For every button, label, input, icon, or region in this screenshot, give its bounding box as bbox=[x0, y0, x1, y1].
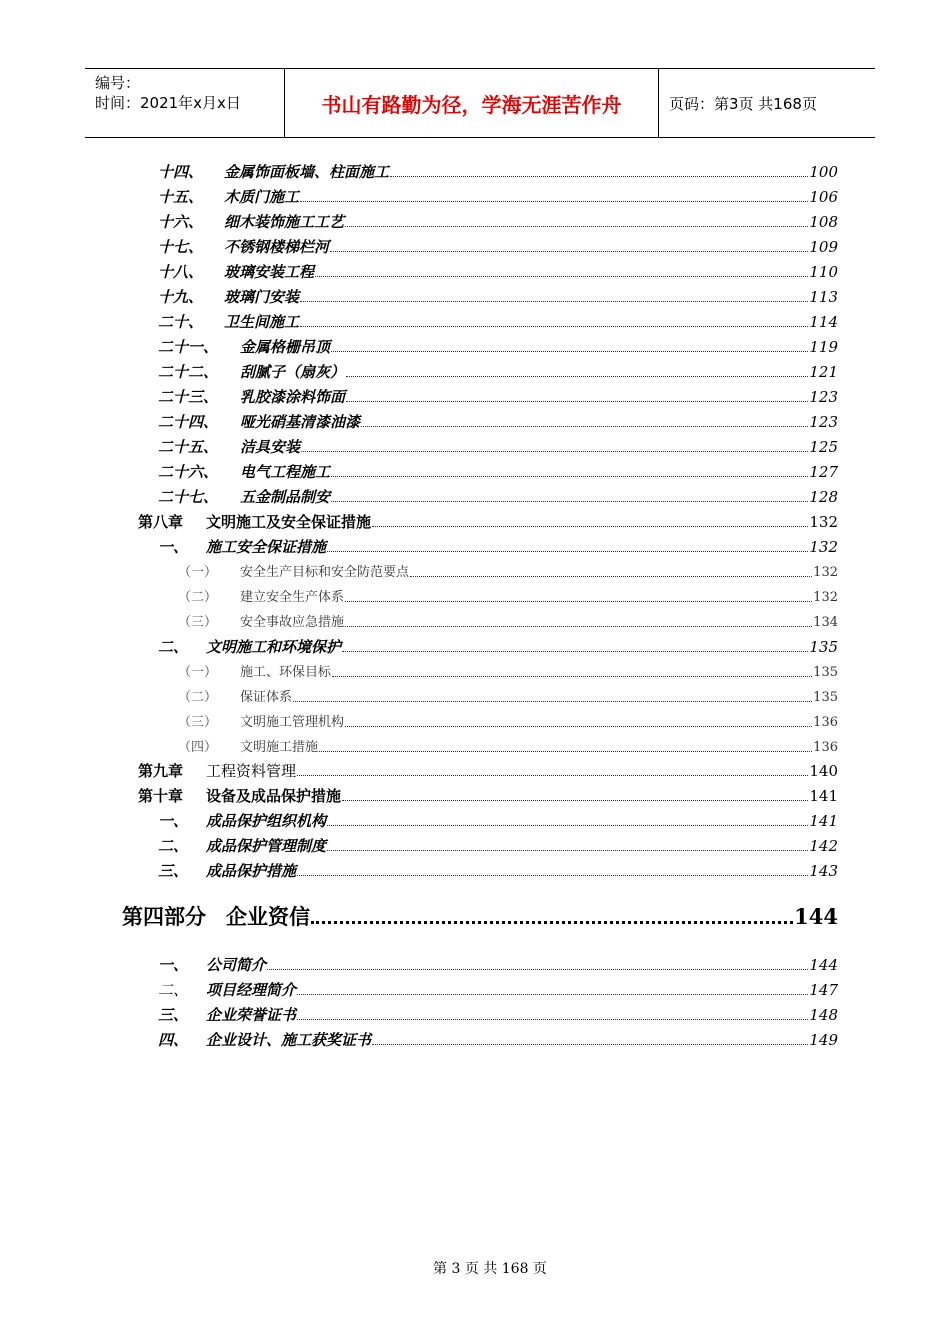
toc-chapter[interactable] bbox=[138, 785, 838, 809]
toc-leader-dots bbox=[410, 576, 812, 577]
toc-entry-page: 136 bbox=[813, 740, 838, 755]
toc-leader-dots bbox=[342, 651, 808, 652]
toc-chapter[interactable] bbox=[138, 511, 838, 535]
toc-leader-dots bbox=[327, 551, 808, 552]
toc-entry[interactable] bbox=[158, 161, 838, 185]
toc-entry-number: （四） bbox=[178, 740, 218, 755]
toc-subentry[interactable] bbox=[178, 561, 838, 585]
toc-entry-title: 工程资料管理 bbox=[206, 762, 297, 780]
toc-entry-page: 123 bbox=[809, 388, 838, 406]
toc-entry[interactable] bbox=[158, 261, 838, 285]
toc-leader-dots bbox=[331, 501, 808, 502]
toc-entry-number: 三、 bbox=[158, 1006, 189, 1024]
toc-entry-page: 109 bbox=[809, 238, 838, 256]
toc-entry-page: 144 bbox=[794, 904, 838, 929]
toc-entry-number: 二十一、 bbox=[158, 338, 219, 356]
toc-entry-title: 文明施工及安全保证措施 bbox=[206, 513, 372, 531]
code-label: 编号： bbox=[95, 74, 141, 92]
toc-entry-number: 三、 bbox=[158, 862, 189, 880]
toc-entry-page: 132 bbox=[813, 565, 838, 580]
toc-entry-number: （一） bbox=[178, 565, 218, 580]
toc-entry-title: 设备及成品保护措施 bbox=[206, 787, 342, 805]
toc-entry-number: 二十五、 bbox=[158, 438, 219, 456]
toc-entry-number: 十五、 bbox=[158, 188, 204, 206]
toc-entry-number: 一、 bbox=[158, 812, 189, 830]
toc-entry-page: 141 bbox=[809, 787, 838, 805]
toc-entry-number: （二） bbox=[178, 690, 218, 705]
toc-entry[interactable] bbox=[158, 186, 838, 210]
toc-leader-dots bbox=[300, 326, 808, 327]
toc-entry-title: 细木装饰施工工艺 bbox=[224, 213, 345, 231]
toc-entry-title: 不锈钢楼梯栏河 bbox=[224, 238, 330, 256]
toc-entry-number: 四、 bbox=[158, 1031, 189, 1049]
toc-entry-page: 135 bbox=[813, 690, 838, 705]
toc-entry-number: 第四部分 bbox=[122, 904, 206, 929]
toc-leader-dots bbox=[267, 969, 808, 970]
toc-entry-page: 127 bbox=[809, 463, 838, 481]
toc-entry-page: 123 bbox=[809, 413, 838, 431]
toc-entry-number: 十六、 bbox=[158, 213, 204, 231]
toc-entry[interactable] bbox=[158, 336, 838, 360]
toc-entry-title: 成品保护管理制度 bbox=[206, 837, 327, 855]
toc-entry-number: 二十三、 bbox=[158, 388, 219, 406]
toc-entry-number: 一、 bbox=[158, 956, 189, 974]
toc-leader-dots bbox=[346, 376, 808, 377]
toc-entry-number: （三） bbox=[178, 715, 218, 730]
toc-entry-title: 金属饰面板墙、柱面施工 bbox=[224, 163, 390, 181]
toc-entry[interactable] bbox=[158, 361, 838, 385]
toc-entry-title: 哑光硝基清漆油漆 bbox=[240, 413, 361, 431]
toc-entry[interactable] bbox=[158, 636, 838, 660]
toc-entry-page: 132 bbox=[813, 590, 838, 605]
toc-leader-dots bbox=[300, 201, 808, 202]
toc-entry-page: 144 bbox=[809, 956, 838, 974]
toc-entry-page: 110 bbox=[809, 263, 838, 281]
toc-leader-dots bbox=[346, 401, 808, 402]
toc-leader-dots bbox=[390, 176, 808, 177]
toc-leader-dots bbox=[345, 626, 812, 627]
toc-entry-number: 十四、 bbox=[158, 163, 204, 181]
toc-entry[interactable] bbox=[158, 835, 838, 859]
toc-entry-page: 114 bbox=[809, 313, 838, 331]
toc-leader-dots bbox=[345, 601, 812, 602]
page-footer: 第 3 页 共 168 页 bbox=[433, 1261, 547, 1277]
toc-entry-page: 142 bbox=[809, 837, 838, 855]
toc-entry[interactable] bbox=[158, 436, 838, 460]
toc-entry-title: 刮腻子（扇灰） bbox=[240, 363, 346, 381]
toc-entry-title: 保证体系 bbox=[240, 690, 293, 705]
toc-leader-dots bbox=[297, 875, 808, 876]
toc-leader-dots bbox=[332, 676, 812, 677]
toc-entry-title: 乳胶漆涂料饰面 bbox=[240, 388, 346, 406]
toc-leader-dots bbox=[297, 775, 808, 776]
toc-entry-title: 建立安全生产体系 bbox=[240, 590, 345, 605]
toc-entry-page: 141 bbox=[809, 812, 838, 830]
toc-leader-dots bbox=[297, 1019, 808, 1020]
toc-leader-dots bbox=[301, 451, 808, 452]
toc-subentry[interactable] bbox=[178, 736, 838, 760]
toc-entry-number: 一、 bbox=[158, 538, 189, 556]
toc-entry[interactable] bbox=[158, 1029, 838, 1053]
toc-entry-number: （三） bbox=[178, 615, 218, 630]
toc-entry-title: 施工、环保目标 bbox=[240, 665, 332, 680]
toc-leader-dots bbox=[331, 476, 808, 477]
toc-entry-number: 二、 bbox=[158, 981, 189, 999]
toc-entry[interactable] bbox=[158, 979, 838, 1003]
toc-entry-title: 卫生间施工 bbox=[224, 313, 300, 331]
header-motto: 书山有路勤为径，学海无涯苦作舟 bbox=[285, 69, 659, 137]
toc-entry-title: 企业资信 bbox=[226, 904, 310, 929]
toc-entry-number: （一） bbox=[178, 665, 218, 680]
toc-entry-title: 企业设计、施工获奖证书 bbox=[206, 1031, 372, 1049]
toc-entry[interactable] bbox=[158, 236, 838, 260]
toc-entry[interactable] bbox=[158, 311, 838, 335]
toc-leader-dots bbox=[345, 726, 812, 727]
toc-entry[interactable] bbox=[158, 536, 838, 560]
toc-entry-number: 十七、 bbox=[158, 238, 204, 256]
toc-leader-dots bbox=[315, 276, 808, 277]
toc-entry-page: 132 bbox=[809, 513, 838, 531]
toc-entry[interactable] bbox=[158, 411, 838, 435]
toc-leader-dots bbox=[311, 921, 793, 924]
toc-entry-title: 洁具安装 bbox=[240, 438, 301, 456]
toc-leader-dots bbox=[293, 701, 812, 702]
toc-entry-title: 文明施工管理机构 bbox=[240, 715, 345, 730]
toc-leader-dots bbox=[297, 994, 808, 995]
toc-entry-page: 140 bbox=[809, 762, 838, 780]
toc-entry-page: 132 bbox=[809, 538, 838, 556]
toc-leader-dots bbox=[327, 825, 808, 826]
toc-subentry[interactable] bbox=[178, 711, 838, 735]
toc-entry-number: 二十、 bbox=[158, 313, 204, 331]
toc-leader-dots bbox=[372, 526, 808, 527]
toc-leader-dots bbox=[342, 800, 808, 801]
toc-entry-title: 木质门施工 bbox=[224, 188, 300, 206]
toc-entry-page: 121 bbox=[809, 363, 838, 381]
toc-entry-title: 安全生产目标和安全防范要点 bbox=[240, 565, 410, 580]
toc-entry-page: 136 bbox=[813, 715, 838, 730]
toc-part[interactable] bbox=[122, 901, 838, 933]
time-label: 时间：2021年x月x日 bbox=[95, 94, 241, 112]
page-header bbox=[85, 68, 875, 138]
toc-subentry[interactable] bbox=[178, 586, 838, 610]
toc-entry-number: 二十七、 bbox=[158, 488, 219, 506]
toc-entry-title: 文明施工措施 bbox=[240, 740, 319, 755]
toc-entry-number: 二、 bbox=[158, 837, 189, 855]
toc-entry-page: 134 bbox=[813, 615, 838, 630]
header-meta bbox=[85, 69, 285, 137]
header-page-info: 页码：第3页 共168页 bbox=[669, 94, 817, 113]
toc-entry-number: 二十二、 bbox=[158, 363, 219, 381]
toc-entry-number: 二、 bbox=[158, 638, 189, 656]
toc-leader-dots bbox=[372, 1044, 808, 1045]
toc-entry-page: 106 bbox=[809, 188, 838, 206]
toc-entry-title: 施工安全保证措施 bbox=[206, 538, 327, 556]
toc-entry[interactable] bbox=[158, 386, 838, 410]
toc-entry[interactable] bbox=[158, 286, 838, 310]
toc-entry-number: 十九、 bbox=[158, 288, 204, 306]
toc-leader-dots bbox=[300, 301, 808, 302]
toc-entry-title: 玻璃安装工程 bbox=[224, 263, 315, 281]
toc-entry-number: 二十四、 bbox=[158, 413, 219, 431]
toc-entry-page: 100 bbox=[809, 163, 838, 181]
toc-leader-dots bbox=[345, 226, 808, 227]
toc-entry-title: 成品保护组织机构 bbox=[206, 812, 327, 830]
toc-entry-number: 第八章 bbox=[138, 513, 184, 531]
toc-entry-page: 128 bbox=[809, 488, 838, 506]
toc-entry-title: 玻璃门安装 bbox=[224, 288, 300, 306]
toc-entry-page: 135 bbox=[809, 638, 838, 656]
toc-entry-number: 二十六、 bbox=[158, 463, 219, 481]
toc-entry[interactable] bbox=[158, 810, 838, 834]
toc-entry[interactable] bbox=[158, 954, 838, 978]
toc-entry-page: 148 bbox=[809, 1006, 838, 1024]
toc-leader-dots bbox=[327, 850, 808, 851]
toc-entry-page: 135 bbox=[813, 665, 838, 680]
toc-entry-number: 十八、 bbox=[158, 263, 204, 281]
toc-entry-page: 143 bbox=[809, 862, 838, 880]
toc-leader-dots bbox=[330, 251, 808, 252]
toc-leader-dots bbox=[331, 351, 808, 352]
toc-entry-title: 五金制品制安 bbox=[240, 488, 331, 506]
toc-entry-title: 企业荣誉证书 bbox=[206, 1006, 297, 1024]
toc-entry-number: 第九章 bbox=[138, 762, 184, 780]
toc-entry-page: 108 bbox=[809, 213, 838, 231]
toc-entry-page: 147 bbox=[809, 981, 838, 999]
toc-entry-page: 113 bbox=[809, 288, 838, 306]
toc-entry-title: 金属格栅吊顶 bbox=[240, 338, 331, 356]
toc-leader-dots bbox=[361, 426, 808, 427]
toc-entry-page: 125 bbox=[809, 438, 838, 456]
toc-entry-number: 第十章 bbox=[138, 787, 184, 805]
toc-subentry[interactable] bbox=[178, 661, 838, 685]
toc-entry-title: 公司简介 bbox=[206, 956, 267, 974]
toc-entry-title: 项目经理简介 bbox=[206, 981, 297, 999]
toc-subentry[interactable] bbox=[178, 611, 838, 635]
toc-entry[interactable] bbox=[158, 860, 838, 884]
toc-chapter[interactable] bbox=[138, 760, 838, 784]
toc-entry-title: 安全事故应急措施 bbox=[240, 615, 345, 630]
toc-entry-title: 成品保护措施 bbox=[206, 862, 297, 880]
toc-entry[interactable] bbox=[158, 486, 838, 510]
toc-entry-page: 119 bbox=[809, 338, 838, 356]
toc-leader-dots bbox=[319, 751, 812, 752]
toc-subentry[interactable] bbox=[178, 686, 838, 710]
toc-entry[interactable] bbox=[158, 211, 838, 235]
toc-entry-title: 电气工程施工 bbox=[240, 463, 331, 481]
toc-entry-number: （二） bbox=[178, 590, 218, 605]
toc-entry[interactable] bbox=[158, 461, 838, 485]
toc-entry[interactable] bbox=[158, 1004, 838, 1028]
toc-entry-title: 文明施工和环境保护 bbox=[206, 638, 342, 656]
toc-entry-page: 149 bbox=[809, 1031, 838, 1049]
